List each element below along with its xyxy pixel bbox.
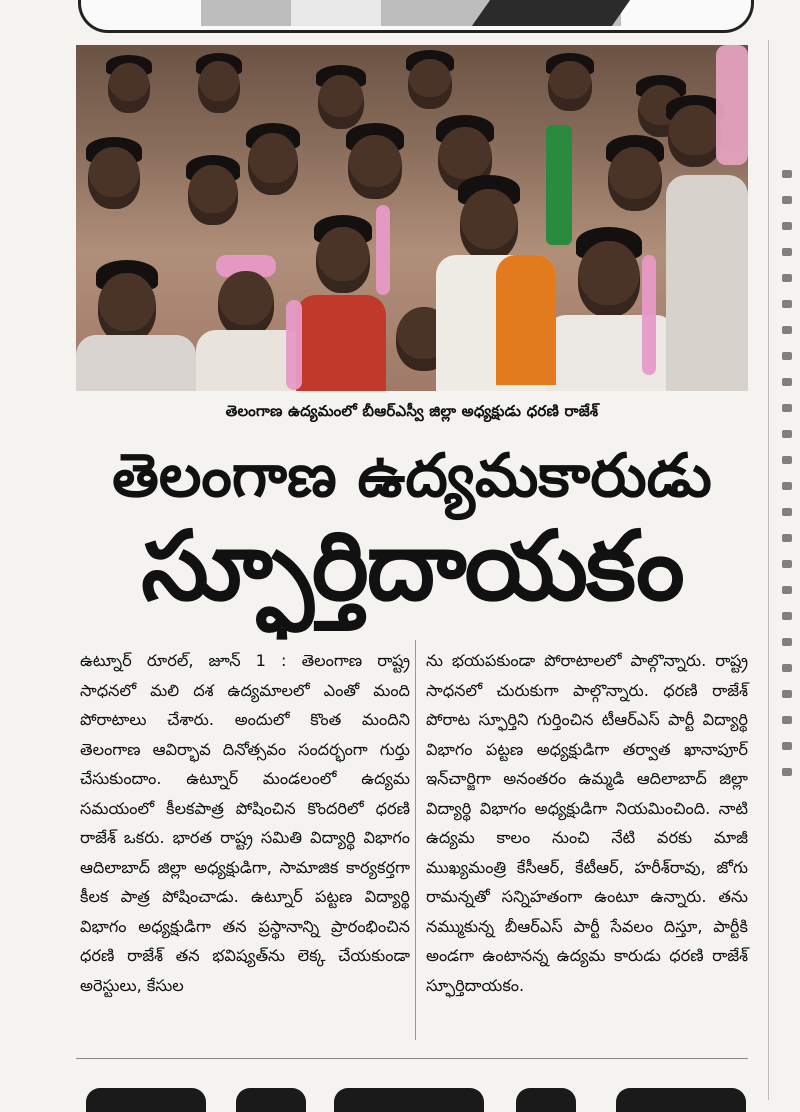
article-column-left: ఉట్నూర్ రూరల్, జూన్ 1 : తెలంగాణ రాష్ట్ర సాధనలో మలి దశ ఉద్యమాలలో ఎంతో మంది పోరాటాలు చేశారు. అందులో కొంత మందిని తెలంగాణ ఆవిర్భావ దినోత్సవం సందర్భంగా గుర్తు చేసుకుందాం. ఉట్నూర్ మండలంలో ఉద్యమ సమయంలో కీలకపాత్ర పోషించిన కొందరిలో ధరణి రాజేశ్ ఒకరు. భారత రాష్ట్ర సమితి విద్యార్థి విభాగం ఆదిలాబాద్ జిల్లా అధ్యక్షుడిగా, సామాజిక కార్యకర్తగా కీలక పాత్ర పోషించాడు. ఉట్నూర్ పట్టణ విద్యార్థి విభాగం అధ్యక్షుడిగా తన ప్రస్థానాన్ని ప్రారంభించిన ధరణి రాజేశ్ తన భవిష్యత్‌ను లెక్క చేయకుండా అరెస్టులు, కేసుల bbox=[80, 651, 410, 995]
top-banner-fragment bbox=[78, 0, 754, 33]
banner-dark-band bbox=[472, 0, 630, 26]
next-article-headline-fragment bbox=[76, 1082, 748, 1112]
section-divider bbox=[76, 1058, 748, 1059]
banner-light-band bbox=[291, 0, 381, 26]
headline-kicker: తెలంగాణ ఉద్యమకారుడు bbox=[112, 441, 712, 511]
photo-caption: తెలంగాణ ఉద్యమంలో బీఆర్ఎస్వీ జిల్లా అధ్యక్షుడు ధరణి రాజేశ్ bbox=[225, 402, 599, 420]
column-divider bbox=[415, 640, 416, 1040]
adjacent-column-fragment bbox=[782, 170, 796, 890]
crowd-photo bbox=[76, 45, 748, 391]
article-column-right: ను భయపకుండా పోరాటాలలో పాల్గొన్నారు. రాష్ట్ర సాధనలో చురుకుగా పాల్గొన్నారు. ధరణి రాజేశ్ పోరాట స్ఫూర్తిని గుర్తించిన టీఆర్ఎస్ పార్టీ విద్యార్థి విభాగం పట్టణ అధ్యక్షుడిగా తర్వాత ఖానాపూర్ ఇన్‌చార్జిగా అనంతరం ఉమ్మడి ఆదిలాబాద్ జిల్లా విద్యార్థి విభాగం అధ్యక్షుడిగా నియమించింది. నాటి ఉద్యమ కాలం నుంచి నేటి వరకు మాజీ ముఖ్యమంత్రి కేసీఆర్, కేటీఆర్, హరీశ్‌రావు, జోగు రామన్నతో సన్నిహతంగా ఉంటూ ఉన్నారు. తను నమ్ముకున్న బీఆర్ఎస్ పార్టీ సేవలం దిస్తూ, పార్టీకి అండగా ఉంటానన్న ఉద్యమ కారుడు ధరణి రాజేశ్ స్ఫూర్తిదాయకం. bbox=[426, 651, 748, 995]
headline-main: స్ఫూర్తిదాయకం bbox=[141, 510, 683, 622]
column-divider-right bbox=[768, 40, 769, 1100]
